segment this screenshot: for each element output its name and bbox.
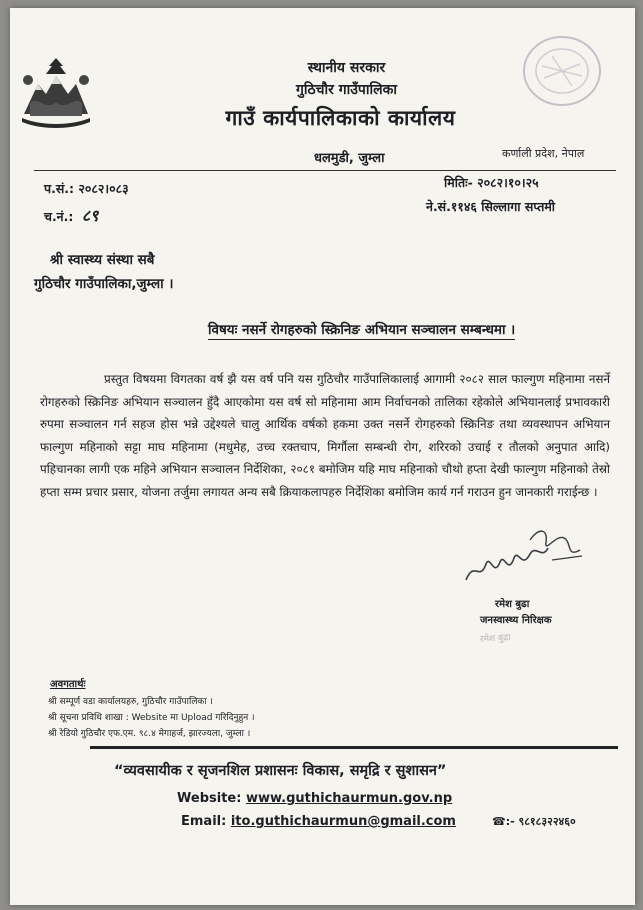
cc-item: श्री रेडियो गुठिचौर एफ.एम. ९८.४ मेगाहर्ज, झारज्यला, जुम्ला । bbox=[48, 729, 251, 739]
footer-website bbox=[177, 791, 452, 806]
letter-ps-number: प.सं.: २०८२।०८३ bbox=[44, 181, 129, 196]
faded-stamp bbox=[480, 631, 511, 647]
footer-website-link[interactable]: www.guthichaurmun.gov.np bbox=[245, 791, 453, 806]
letter-body: प्रस्तुत विषयमा विगतका वर्ष झै यस वर्ष पनि यस गुठिचौर गाउँपालिकालाई आगामी २०८२ साल फाल्गुण महिनामा नसर्ने रोगहरुको स्क्रिनिङ अभियान सञ्चालन हुँदै आएकोमा यस वर्ष सो महिनामा आम निर्वाचनको तालिका रहेकोले अभियानलाई प्रभावकारी रुपमा सञ्चालन गर्न सहज होस भन्ने उद्देश्यले चालु आर्थिक वर्षको हकमा उक्त नसर्ने रोगहरुको स्क्रिनिङ तथा व्यवस्थापन अभियान फाल्गुण महिनाको सट्टा माघ महिनामा (मधुमेह, उच्च रक्तचाप, मिर्गौला सम्बन्धी रोग, शरिरको उचाई र तौलको अनुपात आदि) पहिचानका लागी एक महिने अभियान सञ्चालन निर्देशिका, २०८१ बमोजिम यहि माघ महिनाको चौथो हप्ता देखी फाल्गुण महिनाको तेस्रो हप्ता सम्म प्रचार प्रसार, योजना तर्जुमा लगायत अन्य सबै क्रियाकलापहरु निर्देशिका बमोजिम कार्य गर्न गराउन हुन जानकारी गराईन्छ । bbox=[40, 372, 610, 499]
footer-phone: ☎:- ९८१८३२२४६० bbox=[492, 815, 576, 828]
letter-nepal-sambat: ने.सं.११४६ सिल्लागा सप्तमी bbox=[426, 199, 556, 214]
letter-date: मितिः- २०८२।१०।२५ bbox=[444, 175, 539, 190]
header-place: धलमुडी, जुम्ला bbox=[314, 151, 385, 166]
header-line-municipality: गुठिचौर गाउँपालिका bbox=[295, 82, 397, 98]
header-rule bbox=[34, 170, 616, 171]
faded-stamp-name: रमेश बुढा bbox=[479, 632, 511, 646]
footer-website-label: Website: bbox=[177, 791, 242, 806]
header-office-title: गाउँ कार्यपालिकाको कार्यालय bbox=[225, 106, 456, 130]
footer-rule bbox=[90, 746, 618, 749]
signatory-name: रमेश बुढा bbox=[495, 599, 530, 610]
cc-item: श्री सूचना प्रविधि शाखा : Website मा Upload गरिदिनुहुन । bbox=[48, 713, 255, 723]
letter-cn-value: ८९ bbox=[81, 206, 99, 225]
cc-item: श्री सम्पूर्ण वडा कार्यालयहरु, गुठिचौर गाउँपालिका । bbox=[48, 697, 213, 707]
letter-cn-number bbox=[44, 204, 98, 226]
signatory-role: जनस्वास्थ्य निरिक्षक bbox=[480, 615, 552, 626]
header-province: कर्णाली प्रदेश, नेपाल bbox=[502, 147, 585, 160]
addressee-line1: श्री स्वास्थ्य संस्था सबै bbox=[50, 252, 155, 268]
cc-title: अवगतार्थः bbox=[50, 679, 86, 690]
footer-email-link[interactable]: ito.guthichaurmun@gmail.com bbox=[230, 814, 456, 829]
header-line-local-government: स्थानीय सरकार bbox=[307, 60, 386, 76]
letter-page bbox=[10, 8, 635, 905]
signature-icon bbox=[460, 520, 590, 590]
footer-slogan: “व्यवसायीक र सृजनशिल प्रशासनः विकास, समृद्रि र सुशासन” bbox=[114, 763, 447, 779]
letter-cn-label: च.नं.: bbox=[44, 209, 74, 224]
footer-email-label: Email: bbox=[181, 814, 227, 829]
letter-subject: विषयः नसर्ने रोगहरुको स्क्रिनिङ अभियान सञ्चालन सम्बन्धमा । bbox=[208, 322, 516, 338]
addressee-line2: गुठिचौर गाउँपालिका,जुम्ला । bbox=[34, 276, 174, 292]
footer-email bbox=[181, 814, 456, 829]
